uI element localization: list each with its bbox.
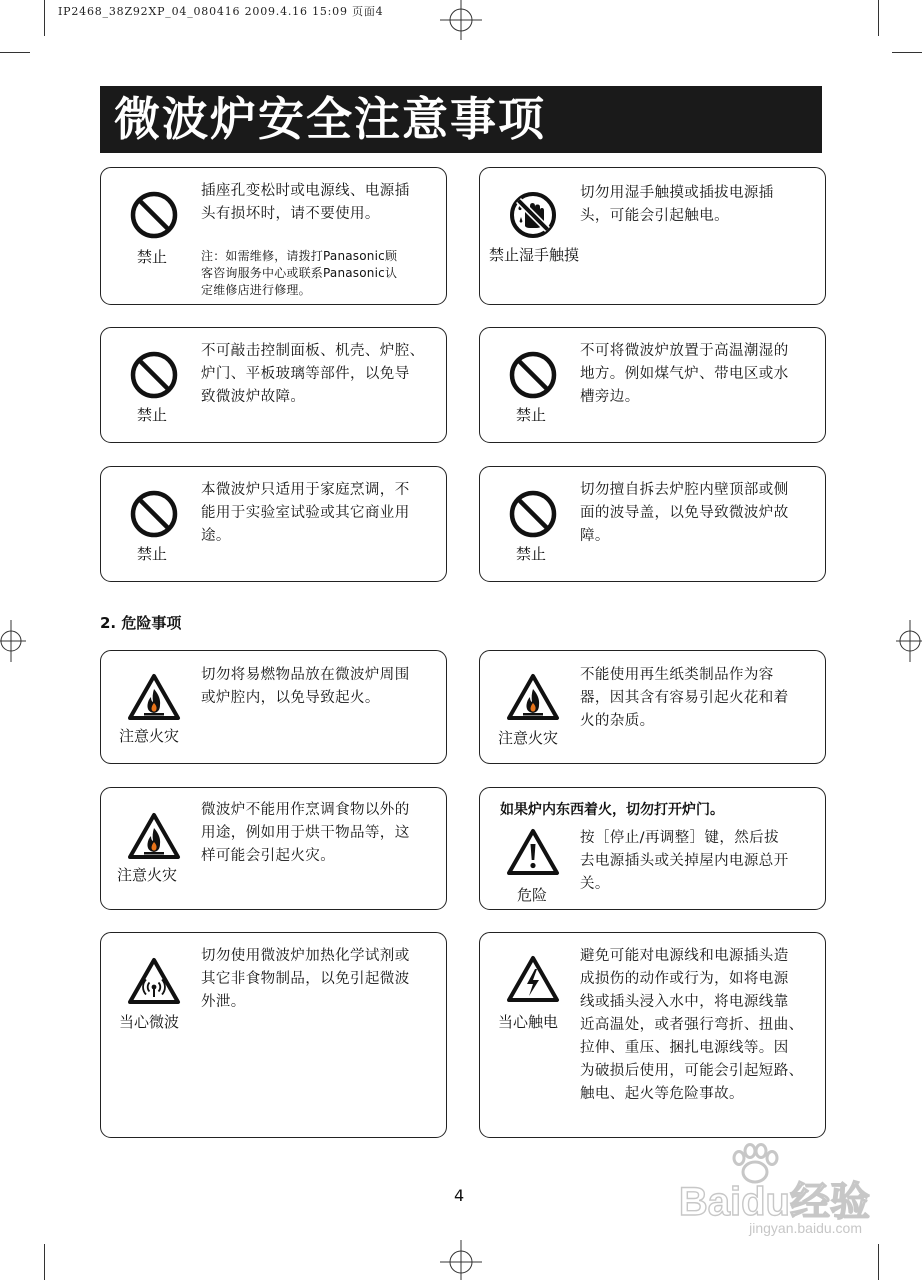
watermark-brand: Baidu经验 bbox=[678, 1180, 870, 1224]
icon-label: 注意火灾 bbox=[117, 866, 178, 884]
safety-card bbox=[479, 327, 826, 443]
prohibit-icon bbox=[129, 350, 179, 400]
safety-card bbox=[100, 650, 447, 764]
card-text: 切勿擅自拆去炉腔内壁顶部或侧 面的波导盖，以免导致微波炉故 障。 bbox=[580, 482, 789, 544]
page-number: 4 bbox=[454, 1186, 465, 1205]
print-header: IP2468_38Z92XP_04_080416 2009.4.16 15:09 页面4 bbox=[58, 5, 384, 18]
card-text: 切勿用湿手触摸或插拔电源插 头，可能会引起触电。 bbox=[580, 185, 774, 224]
crop-mark bbox=[44, 1244, 45, 1280]
icon-label: 禁止湿手触摸 bbox=[489, 246, 580, 264]
safety-card bbox=[100, 932, 447, 1138]
safety-card bbox=[100, 466, 447, 582]
card-text: 按［停止/再调整］键，然后拔 去电源插头或关掉屋内电源总开 关。 bbox=[580, 830, 789, 892]
safety-card bbox=[100, 787, 447, 910]
safety-card bbox=[479, 650, 826, 764]
registration-mark-top bbox=[440, 0, 482, 40]
card-text: 不可将微波炉放置于高温潮湿的 地方。例如煤气炉、带电区或水 槽旁边。 bbox=[580, 343, 789, 405]
registration-mark-bottom bbox=[440, 1240, 482, 1280]
section-heading: 2. 危险事项 bbox=[100, 614, 182, 632]
fire-warning-icon bbox=[506, 673, 560, 721]
safety-card bbox=[479, 466, 826, 582]
safety-card bbox=[479, 787, 826, 910]
crop-mark bbox=[892, 52, 922, 53]
no-wet-hands-icon bbox=[508, 190, 558, 240]
title-bar bbox=[100, 86, 822, 153]
card-heading: 如果炉内东西着火，切勿打开炉门。 bbox=[500, 802, 724, 818]
card-text: 切勿将易燃物品放在微波炉周围 或炉腔内，以免导致起火。 bbox=[201, 667, 410, 706]
crop-mark bbox=[44, 0, 45, 36]
icon-label: 禁止 bbox=[137, 248, 168, 266]
electric-shock-icon bbox=[506, 955, 560, 1003]
icon-label: 危险 bbox=[517, 886, 548, 904]
icon-label: 注意火灾 bbox=[119, 727, 180, 745]
prohibit-icon bbox=[508, 489, 558, 539]
baidu-watermark bbox=[655, 1142, 870, 1242]
watermark-url: jingyan.baidu.com bbox=[749, 1220, 862, 1236]
prohibit-icon bbox=[129, 489, 179, 539]
safety-card bbox=[479, 932, 826, 1138]
icon-label: 当心触电 bbox=[498, 1013, 559, 1031]
card-text: 避免可能对电源线和电源插头造 成损伤的动作或行为，如将电源 线或插头浸入水中，将电源线靠 近高温处，或者强行弯折、扭曲、 拉伸、重压、捆扎电源线等。因 为破损后使用，可能会引起短路、 触电、起火等危险事故。 bbox=[580, 948, 804, 1102]
fire-warning-icon bbox=[127, 673, 181, 721]
safety-card bbox=[100, 167, 447, 305]
card-text: 本微波炉只适用于家庭烹调，不 能用于实验室试验或其它商业用 途。 bbox=[201, 482, 410, 544]
card-text: 不能使用再生纸类制品作为容 器，因其含有容易引起火花和着 火的杂质。 bbox=[580, 667, 789, 729]
safety-card bbox=[479, 167, 826, 305]
page-title: 微波炉安全注意事项 bbox=[114, 92, 546, 146]
icon-label: 禁止 bbox=[137, 545, 168, 563]
icon-label: 禁止 bbox=[137, 406, 168, 424]
card-text: 不可敲击控制面板、机壳、炉腔、 炉门、平板玻璃等部件，以免导 致微波炉故障。 bbox=[201, 343, 425, 405]
fire-warning-icon bbox=[127, 812, 181, 860]
card-note: 注：如需维修，请拨打Panasonic顾 客咨询服务中心或联系Panasonic认 定维修店进行修理。 bbox=[201, 249, 398, 297]
crop-mark bbox=[0, 52, 30, 53]
icon-label: 注意火灾 bbox=[498, 729, 559, 747]
card-text: 切勿使用微波炉加热化学试剂或 其它非食物制品，以免引起微波 外泄。 bbox=[201, 948, 410, 1010]
registration-mark-left bbox=[0, 620, 26, 662]
prohibit-icon bbox=[508, 350, 558, 400]
icon-label: 禁止 bbox=[516, 406, 547, 424]
prohibit-icon bbox=[129, 190, 179, 240]
microwave-warning-icon bbox=[127, 957, 181, 1005]
safety-card bbox=[100, 327, 447, 443]
crop-mark bbox=[878, 1244, 879, 1280]
card-text: 插座孔变松时或电源线、电源插 头有损坏时，请不要使用。 bbox=[201, 183, 410, 222]
danger-icon bbox=[506, 828, 560, 876]
card-text: 微波炉不能用作烹调食物以外的 用途，例如用于烘干物品等，这 样可能会引起火灾。 bbox=[201, 802, 410, 864]
crop-mark bbox=[878, 0, 879, 36]
icon-label: 当心微波 bbox=[119, 1013, 180, 1031]
registration-mark-right bbox=[896, 620, 922, 662]
icon-label: 禁止 bbox=[516, 545, 547, 563]
